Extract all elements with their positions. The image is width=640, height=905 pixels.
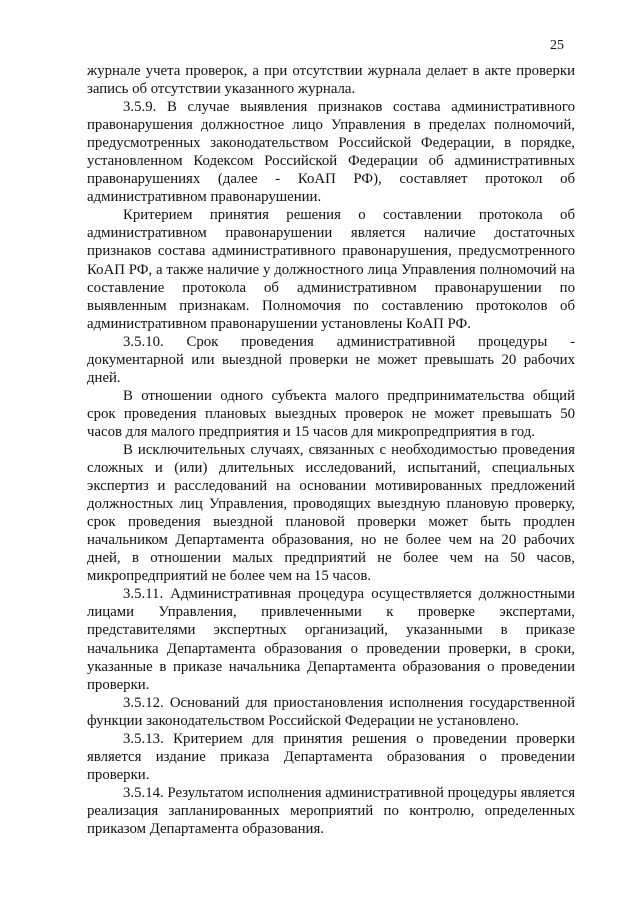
page-number: 25: [550, 38, 564, 53]
paragraph-3-5-9: 3.5.9. В случае выявления признаков состава административного правонарушения должностное лицо Управления в пределах полномочий, предусмотренных законодательством Российской Федерации, в порядке, установленном Кодексом Российской Федерации об административных правонарушениях (далее - КоАП РФ), составляет протокол об административном правонарушении.: [87, 99, 575, 206]
paragraph-extension: В исключительных случаях, связанных с необходимостью проведения сложных и (или) длительных исследований, испытаний, специальных экспертиз и расследований на основании мотивированных предложений должностных лиц Управления, проводящих выездную плановую проверку, срок проведения выездной плановой проверки может быть продлен начальником Департамента образования, но не более чем на 20 рабочих дней, в отношении малых предприятий не более чем на 50 часов, микропредприятий не более чем на 15 часов.: [87, 441, 575, 585]
paragraph-small-business-limit: В отношении одного субъекта малого предпринимательства общий срок проведения плановых выездных проверок не может превышать 50 часов для малого предприятия и 15 часов для микропредприятия в год.: [87, 387, 575, 440]
paragraph-3-5-13: 3.5.13. Критерием для принятия решения о проведении проверки является издание приказа Департамента образования о проведении проверки.: [87, 730, 575, 783]
paragraph-protocol-criterion: Критерием принятия решения о составлении протокола об административном правонарушении является наличие достаточных признаков состава административного правонарушения, предусмотренного КоАП РФ, а также наличие у должностного лица Управления полномочий на составление протокола об административном правонарушении по выявленным признакам. Полномочия по составлению протоколов об административном правонарушении установлены КоАП РФ.: [87, 207, 575, 332]
paragraph-3-5-10: 3.5.10. Срок проведения административной процедуры - документарной или выездной проверки не может превышать 20 рабочих дней.: [87, 333, 575, 386]
paragraph-3-5-11: 3.5.11. Административная процедура осуществляется должностными лицами Управления, привлеченными к проверке экспертами, представителями экспертных организаций, указанными в приказе начальника Департамента образования о проведении проверки, в сроки, указанные в приказе начальника Департамента образования о проведении проверки.: [87, 586, 575, 693]
paragraph-3-5-12: 3.5.12. Оснований для приостановления исполнения государственной функции законодательством Российской Федерации не установлено.: [87, 694, 575, 729]
paragraph-3-5-14: 3.5.14. Результатом исполнения административной процедуры является реализация запланированных мероприятий по контролю, определенных приказом Департамента образования.: [87, 784, 575, 837]
document-body: [87, 62, 575, 838]
paragraph-continuation: журнале учета проверок, а при отсутствии журнала делает в акте проверки запись об отсутствии указанного журнала.: [87, 63, 575, 98]
